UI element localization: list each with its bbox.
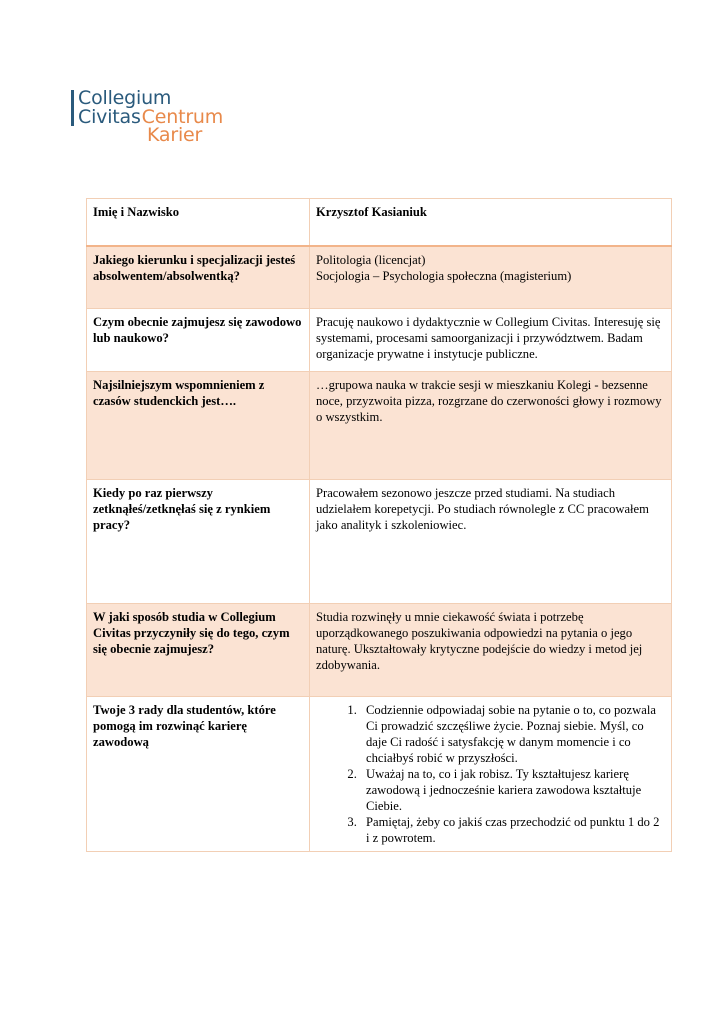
question-studies-impact: W jaki sposób studia w Collegium Civitas przyczyniły się do tego, czym się obecnie zajmujesz?	[87, 604, 310, 697]
advice-item-2: 2. Uważaj na to, co i jak robisz. Ty kształtujesz karierę zawodową i jednocześnie kariera zawodowa kształtuje Ciebie.	[360, 766, 665, 814]
logo-line-collegium: Collegium	[78, 87, 172, 109]
logo-centrum: Centrum	[141, 106, 224, 128]
answer-job-market: Pracowałem sezonowo jeszcze przed studiami. Na studiach udzielałem korepetycji. Po studiach równolegle z CC pracowałem jako analityk i szkoleniowiec.	[310, 480, 672, 604]
table-row-job-market	[87, 480, 672, 604]
answer-occupation: Pracuję naukowo i dydaktycznie w Collegium Civitas. Interesuję się systemami, procesami samoorganizacji i przywództwem. Badam organizacje prywatne i instytucje publiczne.	[310, 309, 672, 372]
answer-degree-line-1: Politologia (licencjat)	[316, 252, 426, 267]
answer-advice	[310, 697, 672, 852]
answer-degree	[310, 246, 672, 309]
table-row-advice	[87, 697, 672, 852]
table-row-occupation	[87, 309, 672, 372]
name-label: Imię i Nazwisko	[87, 199, 310, 246]
question-job-market: Kiedy po raz pierwszy zetknąłeś/zetknęłaś się z rynkiem pracy?	[87, 480, 310, 604]
logo-bar	[71, 90, 74, 126]
table-row-name	[87, 199, 672, 246]
advice-list	[316, 702, 665, 846]
advice-item-3: 3. Pamiętaj, żeby co jakiś czas przechodzić od punktu 1 do 2 i z powrotem.	[360, 814, 665, 846]
question-advice: Twoje 3 rady dla studentów, które pomogą im rozwinąć karierę zawodową	[87, 697, 310, 852]
answer-memory: …grupowa nauka w trakcie sesji w mieszkaniu Kolegi - bezsenne noce, przyzwoita pizza, rozgrzane do czerwoności głowy i rozmowy o wszystkim.	[310, 372, 672, 480]
collegium-civitas-logo	[71, 88, 271, 148]
answer-studies-impact: Studia rozwinęły u mnie ciekawość świata i potrzebę uporządkowanego poszukiwania odpowiedzi na pytania o jego naturę. Ukształtowały krytyczne podejście do wiedzy i metod jej zdobywania.	[310, 604, 672, 697]
question-occupation: Czym obecnie zajmujesz się zawodowo lub naukowo?	[87, 309, 310, 372]
advice-item-1: 1. Codziennie odpowiadaj sobie na pytanie o to, co pozwala Ci prowadzić szczęśliwe życie. Poznaj siebie. Myśl, co daje Ci radość i satysfakcję w danym momencie i co chciałbyś robić w przyszłości.	[360, 702, 665, 766]
table-row-studies-impact	[87, 604, 672, 697]
answer-degree-line-2: Socjologia – Psychologia społeczna (magisterium)	[316, 268, 572, 283]
question-degree: Jakiego kierunku i specjalizacji jesteś absolwentem/absolwentką?	[87, 246, 310, 309]
logo-civitas: Civitas	[78, 106, 141, 128]
logo-line-karier: Karier	[147, 124, 203, 146]
table-row-degree	[87, 246, 672, 309]
question-memory: Najsilniejszym wspomnieniem z czasów studenckich jest….	[87, 372, 310, 480]
profile-table	[86, 198, 672, 852]
table-row-memory	[87, 372, 672, 480]
name-value: Krzysztof Kasianiuk	[310, 199, 672, 246]
